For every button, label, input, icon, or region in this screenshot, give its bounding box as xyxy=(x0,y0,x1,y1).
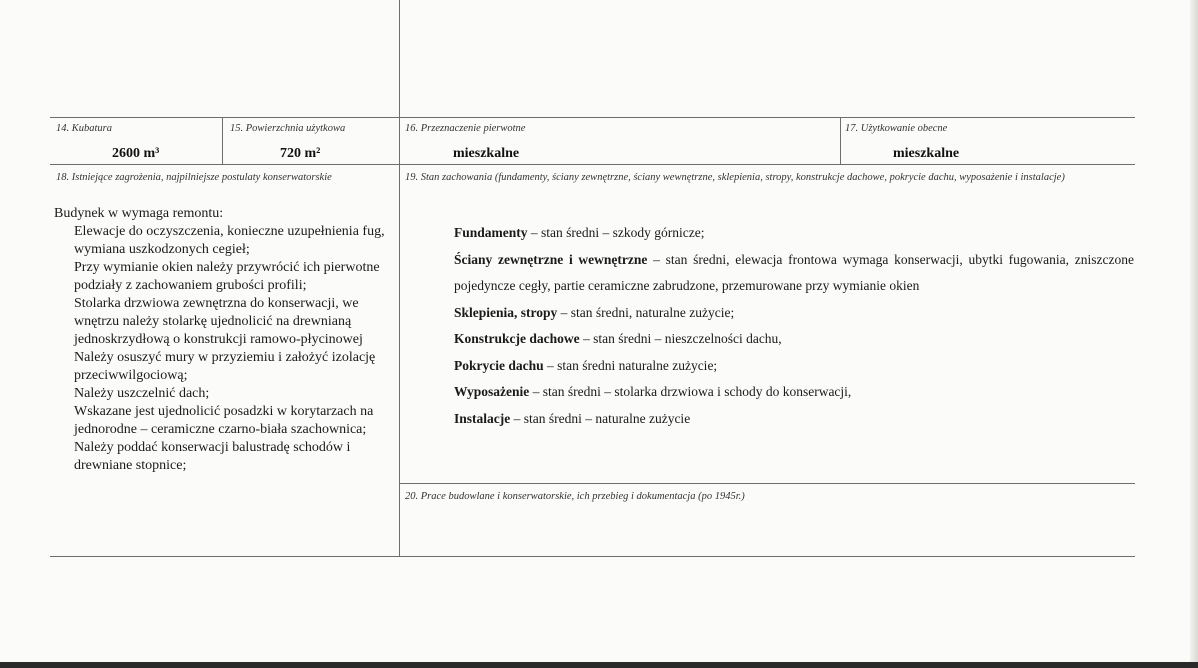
top-divider xyxy=(399,0,400,118)
col-divider-2 xyxy=(399,117,400,557)
col-divider-3 xyxy=(840,117,841,165)
col-divider-1 xyxy=(222,117,223,165)
uzytkowanie-value: mieszkalne xyxy=(893,146,960,161)
list-item: Należy poddać konserwacji balustradę schodów i drewniane stopnice; xyxy=(74,440,351,473)
stan-row: Wyposażenie – stan średni – stolarka drzwiowa i schody do konserwacji, xyxy=(454,384,852,399)
stan-row: Fundamenty – stan średni – szkody górnicze; xyxy=(454,225,705,240)
row-line-bottom xyxy=(50,556,1135,557)
powierzchnia-label: 15. Powierzchnia użytkowa xyxy=(230,123,346,134)
uzytkowanie-label: 17. Użytkowanie obecne xyxy=(845,123,948,134)
kubatura-label: 14. Kubatura xyxy=(56,123,113,134)
stan-row: Ściany zewnętrzne i wewnętrzne – stan średni, elewacja frontowa wymaga konserwacji, ubytki fugowania, zniszczone pojedyncze cegły, partie ceramiczne zabrudzone, przemurowane przy wymianie okien xyxy=(454,251,1134,293)
zagrozenia-list xyxy=(54,223,399,475)
stan-label: 19. Stan zachowania (fundamenty, ściany zewnętrzne, ściany wewnętrzne, sklepienia, stropy, konstrukcje dachowe, pokrycie dachu, wyposażenie i instalacje) xyxy=(405,172,1065,183)
list-item: Elewacje do oczyszczenia, konieczne uzupełnienia fug, wymiana uszkodzonych cegieł; xyxy=(74,224,385,257)
zagrozenia-heading: Budynek w wymaga remontu: xyxy=(54,206,224,221)
zagrozenia-content xyxy=(54,205,399,475)
przeznaczenie-label: 16. Przeznaczenie pierwotne xyxy=(405,123,526,134)
zagrozenia-label: 18. Istniejące zagrożenia, najpilniejsze postulaty konserwatorskie xyxy=(56,172,332,183)
row-line-top xyxy=(50,117,1135,118)
row-line-mid xyxy=(50,164,1135,165)
list-item: Stolarka drzwiowa zewnętrzna do konserwacji, we wnętrzu należy stolarkę ujednolicić na drewnianą jednoskrzydłową o konstrukcji ramowo-płycinowej xyxy=(74,296,363,347)
przeznaczenie-value: mieszkalne xyxy=(453,146,520,161)
powierzchnia-value: 720 m² xyxy=(280,146,321,161)
prace-label: 20. Prace budowlane i konserwatorskie, ich przebieg i dokumentacja (po 1945r.) xyxy=(405,491,745,502)
list-item: Należy uszczelnić dach; xyxy=(74,386,210,401)
stan-row: Konstrukcje dachowe – stan średni – nieszczelności dachu, xyxy=(454,331,782,346)
scan-edge xyxy=(1190,0,1198,668)
list-item: Należy osuszyć mury w przyziemiu i założyć izolację przeciwwilgociową; xyxy=(74,350,376,383)
stan-row: Pokrycie dachu – stan średni naturalne zużycie; xyxy=(454,357,718,373)
stan-content xyxy=(454,220,1134,432)
stan-row: Instalacje – stan średni – naturalne zużycie xyxy=(454,410,691,426)
stan-row: Sklepienia, stropy – stan średni, naturalne zużycie; xyxy=(454,304,735,320)
list-item: Wskazane jest ujednolicić posadzki w korytarzach na jednorodne – ceramiczne czarno-biała szachownica; xyxy=(74,404,374,437)
kubatura-value: 2600 m³ xyxy=(112,146,160,161)
row-line-works xyxy=(399,483,1135,484)
scan-bottom-band xyxy=(0,662,1198,668)
list-item: Przy wymianie okien należy przywrócić ich pierwotne podziały z zachowaniem grubości profili; xyxy=(74,260,380,293)
